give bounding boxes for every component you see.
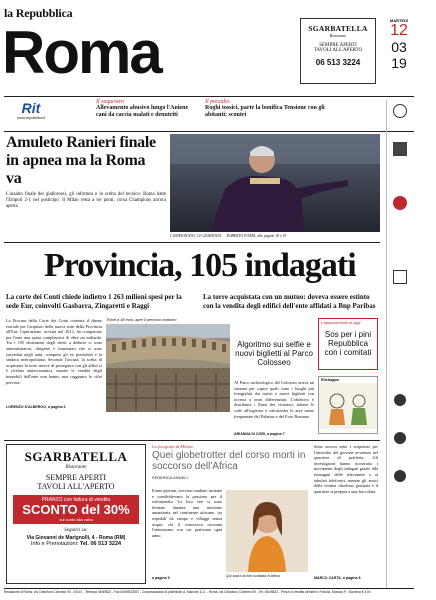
promo-text: PRANZO con fattura di vendita [41,497,111,503]
africa-byline: FEDERICA ANGELI [152,475,188,480]
brief-2[interactable] [205,99,333,119]
sport-summary: L'assalto finale dei giallorossi, gli infortuni e la scelta del tecnico: Roma batte l'Empoli 2-1 nel posticipo. Il Milan resta a tre punti, corsa Champions ancora aperta [6,192,166,209]
colosseo-headline[interactable]: Algoritmo sui selfie e nuovi biglietti al Parco Colosseo [235,340,313,367]
right-article-byline: MARCO CARTA, a pagina 8 [314,576,361,580]
rit-logo-text: Rit [21,100,41,116]
portrait-image [226,490,308,572]
lead-article-text: La Procura della Corte dei Conti contesta il danno erariale per l'acquisto della nuova sede della Provincia all'Eur: l'operazione, avviata nel 2012, ha comportato per l'ente una spesa complessiva di oltre un miliardo. Tra i 105 destinatari degli inviti a dedurre ci sono amministratori, dirigenti e funzionari che si sono succeduti negli anni, compresi gli ex presidenti e la sindaca metropolitana. Secondo l'accusa, la scelta di acquistare la torre invece di proseguire con gli affitti si è rivelata antieconomica, mentre le vendite degli immobili dell'ente non hanno mai raggiunto le cifre previste. [6,318,102,385]
restaurant-ad[interactable] [6,444,146,584]
date-day: 12 [390,22,408,39]
follow-label: Seguitci su: [64,528,88,533]
ad-line2: TAVOLI ALL'APERTO [37,482,115,491]
ad-tagline: Ristorante [329,33,347,38]
ad-tagline: Ristorante [65,465,87,470]
photo-caption: Ticket a 48 euro, apre il percorso notturno [106,318,177,322]
africa-text: Erano giovani, avevano studiato insieme e condividevano la passione per il volontariato. Le loro vite si sono fermate durante una missione umanitaria nel continente africano, tra ospedali da campo e villaggi senza acqua: chi li conosceva racconta l'entusiasmo con cui partivano ogni anno. [152,488,222,538]
ad-address: Via Giovanni de Marignolli, 4 - Roma (RM) [26,535,126,541]
africa-page: a pagina 9 [152,576,170,580]
rit-logo[interactable] [6,100,56,130]
sidebar-icon-5[interactable] [394,394,406,406]
ad-parking: Info e Prenotazioni: [30,541,79,547]
ad-line1: SEMPRE APERTI [319,43,357,48]
right-sidebar [386,100,412,588]
sport-byline: ROBERTO FORNI, alle pagine 18 e 19 [226,234,287,238]
appeal-text: Sos per i pini Repubblica con i comitati [324,330,372,357]
sport-credit [170,234,380,238]
sidebar-icon-3[interactable] [393,196,407,210]
subhead-right: La torre acquistata con un mutuo: doveva essere estinto con la vendita degli edifici dell'ente affidati a Bnp Paribas [203,293,376,310]
main-headline[interactable]: Provincia, 105 indagati [44,247,356,284]
lead-byline: LORENZO D'ALBERGO, a pagina 3 [6,405,66,409]
colosseo-byline: ARIANNA DI CORI, a pagina 7 [234,432,285,436]
sidebar-icon-1[interactable] [393,104,407,118]
africa-photo[interactable] [226,490,308,572]
date-year: 19 [391,55,407,71]
sport-photo[interactable] [170,134,380,232]
brief-kicker: Il presidio [205,99,230,105]
ad-contact [7,541,145,547]
masthead [4,4,324,96]
promo-band [13,495,139,524]
ad-line2: TAVOLI ALL'APERTO [313,48,363,53]
ad-brand: SGARBATELLA [24,449,128,464]
brief-text: Allevamento abusivo lungo l'Aniene cani da caccia malati e denutriti [96,105,189,118]
top-ad[interactable] [300,18,376,84]
appeal-box[interactable] [318,318,378,370]
date-month: 03 [391,39,407,55]
appeal-kicker: L'appuntamento di oggi [321,321,361,325]
discount-text: SCONTO del 30% [22,502,130,517]
africa-kicker: La fotografa di Milano [152,444,194,449]
photo-credit: CAMPIONATO, 12ª GIORNATA [170,234,222,238]
rit-url: roma.repubblica.it [16,116,46,120]
ranieri-photo [170,134,380,232]
colosseo-text: Al Parco archeologico del Colosseo arriva un sistema per capire quali sono i luoghi più fotografati dai turisti e nuovi biglietti con accessi a orari differenziati. L'obiettivo è distribuire i flussi dei visitatori, ridurre le code all'ingresso e valorizzare le aree meno frequentate del Palatino e del Foro Romano. [234,380,314,419]
sidebar-icon-6[interactable] [394,432,406,444]
brief-text: Roghi tossici, parte la bonifica Tensione con gli abitanti: scontri [205,105,325,118]
colosseum-image [106,324,230,412]
date-box [387,18,411,71]
weekday: MARTEDÌ [389,18,409,23]
sidebar-icon-2[interactable] [393,142,407,156]
sidebar-icon-4[interactable] [393,270,407,284]
sidebar-icon-7[interactable] [394,470,406,482]
promo-note: sul conto alla carta [59,517,93,522]
ad-phone: Tel. 06 513 3224 [79,541,122,547]
brief-1[interactable] [96,99,196,119]
right-article-text: Sono ancora sette i sospettati per l'omicidio del giovane avvenuto nel quartiere di periferia. Gli investigatori hanno ricostruito i movimenti degli indagati grazie alle immagini delle telecamere e ai tabulati telefonici, mentre gli amici della vittima chiedono giustizia e il quartiere si prepara a una fiaccolata. [314,444,378,494]
brand-name: la Repubblica [4,6,73,20]
ad-brand: SGARBATELLA [308,24,368,33]
section-title: Roma [2,19,161,86]
africa-caption: Qui sopra la foto scattata in Africa [226,574,280,578]
colosseo-photo[interactable] [106,324,230,412]
ad-line1: SEMPRE APERTI [45,473,107,482]
subhead-left: La corte dei Conti chiede indietro 1 263 milioni spesi per la sede Eur, coinvolti Gasbarra, Zingaretti e Raggi [6,293,182,310]
cartoon-label: Ellekappa [321,378,339,382]
brief-kicker: Il sequestro [96,99,124,105]
ad-phone: 06 513 3224 [315,58,361,67]
africa-headline: Quei globetrotter del corso morti in soccorso dell'Africa [152,450,306,472]
cartoon-box[interactable] [318,376,378,434]
cartoon-drawing [319,383,377,429]
footer-text: Redazione di Roma: via Cristoforo Colombo 90 - 00147 - Telefono 06/49821 - Fax 06/49822923 - Concessionaria di pubblicità: A. Manzoni & C. - Roma, via Cristoforo Colombo 90 - Tel. 06/49822 - Prezzi di vendita all'estero: Francia, Monaco P., Slovenia € 3,00 [4,590,371,594]
sport-headline[interactable]: Amuleto Ranieri finale in apnea ma la Roma va [6,134,156,187]
